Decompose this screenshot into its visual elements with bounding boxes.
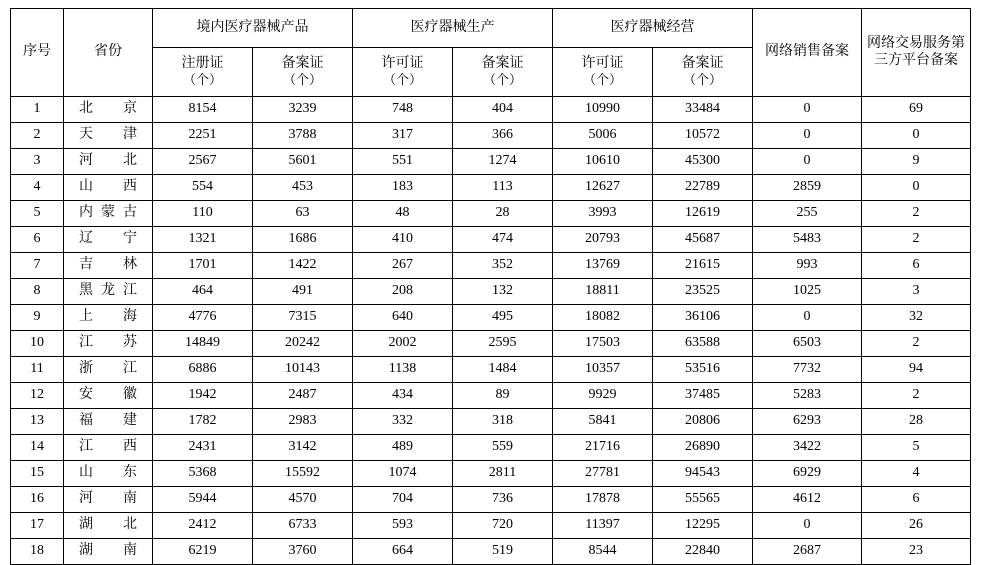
row-value: 69 — [862, 97, 971, 123]
row-value: 27781 — [553, 461, 653, 487]
row-value: 0 — [753, 123, 862, 149]
row-province — [64, 227, 153, 253]
row-value: 704 — [353, 487, 453, 513]
row-value: 664 — [353, 539, 453, 565]
row-value: 110 — [153, 201, 253, 227]
row-province-label: 内蒙古 — [79, 205, 137, 221]
row-value: 28 — [453, 201, 553, 227]
row-province-label: 江 西 — [79, 439, 137, 455]
row-seq: 14 — [11, 435, 64, 461]
row-province-label: 天 津 — [79, 127, 137, 143]
row-value: 1025 — [753, 279, 862, 305]
row-value: 332 — [353, 409, 453, 435]
row-value: 2487 — [253, 383, 353, 409]
row-value: 18811 — [553, 279, 653, 305]
row-value: 1074 — [353, 461, 453, 487]
header-sub-product-registration-title: 注册证 — [181, 56, 224, 72]
row-province-label: 黑龙江 — [79, 283, 137, 299]
row-value: 8154 — [153, 97, 253, 123]
row-value: 2983 — [253, 409, 353, 435]
row-value: 0 — [753, 97, 862, 123]
row-value: 3760 — [253, 539, 353, 565]
row-value: 2567 — [153, 149, 253, 175]
row-seq: 9 — [11, 305, 64, 331]
row-value: 474 — [453, 227, 553, 253]
table-row — [11, 201, 971, 227]
header-sub-distribution-license-title: 许可证 — [581, 56, 624, 72]
table-row — [11, 279, 971, 305]
row-value: 2251 — [153, 123, 253, 149]
row-province-label: 安 徽 — [79, 387, 137, 403]
row-value: 3788 — [253, 123, 353, 149]
table-row — [11, 97, 971, 123]
table-row — [11, 539, 971, 565]
row-value: 2859 — [753, 175, 862, 201]
row-value: 6 — [862, 253, 971, 279]
row-value: 3239 — [253, 97, 353, 123]
row-province — [64, 123, 153, 149]
table-row — [11, 435, 971, 461]
row-province — [64, 461, 153, 487]
row-value: 53516 — [653, 357, 753, 383]
table-row — [11, 227, 971, 253]
row-value: 1782 — [153, 409, 253, 435]
row-value: 11397 — [553, 513, 653, 539]
row-value: 7732 — [753, 357, 862, 383]
row-value: 267 — [353, 253, 453, 279]
row-value: 0 — [862, 123, 971, 149]
medical-device-statistics-table — [10, 8, 971, 565]
row-value: 318 — [453, 409, 553, 435]
row-value: 89 — [453, 383, 553, 409]
row-value: 2431 — [153, 435, 253, 461]
row-seq: 7 — [11, 253, 64, 279]
row-value: 1274 — [453, 149, 553, 175]
row-value: 12619 — [653, 201, 753, 227]
row-value: 3422 — [753, 435, 862, 461]
row-value: 183 — [353, 175, 453, 201]
row-value: 1321 — [153, 227, 253, 253]
row-seq: 2 — [11, 123, 64, 149]
header-sub-distribution-filing-unit: （个） — [682, 71, 722, 87]
header-sub-manufacture-license — [353, 48, 453, 97]
header-sub-product-registration — [153, 48, 253, 97]
row-value: 1686 — [253, 227, 353, 253]
row-value: 352 — [453, 253, 553, 279]
row-value: 113 — [453, 175, 553, 201]
row-value: 5841 — [553, 409, 653, 435]
row-value: 94543 — [653, 461, 753, 487]
row-value: 2595 — [453, 331, 553, 357]
row-value: 453 — [253, 175, 353, 201]
row-province — [64, 357, 153, 383]
row-value: 489 — [353, 435, 453, 461]
row-value: 22789 — [653, 175, 753, 201]
row-value: 5944 — [153, 487, 253, 513]
row-value: 20806 — [653, 409, 753, 435]
row-value: 94 — [862, 357, 971, 383]
table-row — [11, 513, 971, 539]
row-province-label: 河 北 — [79, 153, 137, 169]
row-value: 6503 — [753, 331, 862, 357]
row-value: 4612 — [753, 487, 862, 513]
row-province — [64, 513, 153, 539]
table-row — [11, 487, 971, 513]
row-seq: 10 — [11, 331, 64, 357]
row-province-label: 上 海 — [79, 309, 137, 325]
row-value: 45300 — [653, 149, 753, 175]
row-value: 23 — [862, 539, 971, 565]
table-row — [11, 305, 971, 331]
row-value: 4776 — [153, 305, 253, 331]
header-sub-product-filing-title: 备案证 — [281, 56, 324, 72]
row-seq: 17 — [11, 513, 64, 539]
row-value: 3142 — [253, 435, 353, 461]
row-value: 2412 — [153, 513, 253, 539]
table-row — [11, 383, 971, 409]
header-sub-product-filing — [253, 48, 353, 97]
table-row — [11, 461, 971, 487]
header-province: 省份 — [64, 9, 153, 97]
row-province-label: 河 南 — [79, 491, 137, 507]
row-value: 15592 — [253, 461, 353, 487]
row-value: 21716 — [553, 435, 653, 461]
row-seq: 16 — [11, 487, 64, 513]
row-province-label: 北 京 — [79, 101, 137, 117]
row-value: 10990 — [553, 97, 653, 123]
header-sub-product-filing-unit: （个） — [282, 71, 322, 87]
header-sub-product-registration-unit: （个） — [182, 71, 222, 87]
row-value: 5483 — [753, 227, 862, 253]
row-value: 434 — [353, 383, 453, 409]
header-group-manufacturing: 医疗器械生产 — [353, 9, 553, 48]
row-value: 37485 — [653, 383, 753, 409]
table-row — [11, 123, 971, 149]
row-value: 554 — [153, 175, 253, 201]
row-province — [64, 253, 153, 279]
row-value: 464 — [153, 279, 253, 305]
header-seq: 序号 — [11, 9, 64, 97]
row-value: 559 — [453, 435, 553, 461]
row-value: 36106 — [653, 305, 753, 331]
header-sub-distribution-license — [553, 48, 653, 97]
row-province-label: 江 苏 — [79, 335, 137, 351]
row-value: 63 — [253, 201, 353, 227]
table-row — [11, 175, 971, 201]
row-value: 6293 — [753, 409, 862, 435]
row-value: 593 — [353, 513, 453, 539]
row-value: 5 — [862, 435, 971, 461]
row-value: 6219 — [153, 539, 253, 565]
row-value: 8544 — [553, 539, 653, 565]
row-value: 6929 — [753, 461, 862, 487]
row-value: 45687 — [653, 227, 753, 253]
row-value: 1942 — [153, 383, 253, 409]
row-value: 748 — [353, 97, 453, 123]
row-value: 208 — [353, 279, 453, 305]
header-online-sales-record: 网络销售备案 — [753, 9, 862, 97]
row-value: 410 — [353, 227, 453, 253]
table-row — [11, 149, 971, 175]
row-value: 33484 — [653, 97, 753, 123]
row-value: 4 — [862, 461, 971, 487]
row-value: 9929 — [553, 383, 653, 409]
row-value: 736 — [453, 487, 553, 513]
row-province-label: 浙 江 — [79, 361, 137, 377]
row-seq: 1 — [11, 97, 64, 123]
row-value: 6 — [862, 487, 971, 513]
header-third-party-platform-record: 网络交易服务第三方平台备案 — [862, 9, 971, 97]
row-province-label: 福 建 — [79, 413, 137, 429]
header-sub-manufacture-license-title: 许可证 — [381, 56, 424, 72]
row-value: 495 — [453, 305, 553, 331]
row-province — [64, 487, 153, 513]
row-value: 0 — [862, 175, 971, 201]
row-value: 48 — [353, 201, 453, 227]
row-value: 993 — [753, 253, 862, 279]
row-value: 551 — [353, 149, 453, 175]
row-value: 1422 — [253, 253, 353, 279]
row-value: 3993 — [553, 201, 653, 227]
row-value: 32 — [862, 305, 971, 331]
row-value: 6733 — [253, 513, 353, 539]
row-province-label: 吉 林 — [79, 257, 137, 273]
row-value: 5601 — [253, 149, 353, 175]
row-value: 2002 — [353, 331, 453, 357]
row-value: 21615 — [653, 253, 753, 279]
row-province-label: 山 西 — [79, 179, 137, 195]
row-value: 1484 — [453, 357, 553, 383]
table-row — [11, 331, 971, 357]
row-province — [64, 97, 153, 123]
row-seq: 5 — [11, 201, 64, 227]
row-seq: 13 — [11, 409, 64, 435]
row-value: 2 — [862, 383, 971, 409]
row-value: 3 — [862, 279, 971, 305]
row-seq: 11 — [11, 357, 64, 383]
row-value: 2 — [862, 227, 971, 253]
row-value: 26 — [862, 513, 971, 539]
row-value: 13769 — [553, 253, 653, 279]
row-value: 22840 — [653, 539, 753, 565]
header-group-domestic-products: 境内医疗器械产品 — [153, 9, 353, 48]
row-value: 5283 — [753, 383, 862, 409]
row-value: 4570 — [253, 487, 353, 513]
header-row-group — [11, 9, 971, 48]
row-seq: 6 — [11, 227, 64, 253]
row-province — [64, 201, 153, 227]
row-value: 2 — [862, 331, 971, 357]
row-value: 5006 — [553, 123, 653, 149]
row-seq: 15 — [11, 461, 64, 487]
row-seq: 3 — [11, 149, 64, 175]
row-value: 519 — [453, 539, 553, 565]
row-value: 720 — [453, 513, 553, 539]
header-sub-manufacture-filing-title: 备案证 — [481, 56, 524, 72]
table-row — [11, 409, 971, 435]
table-header — [11, 9, 971, 97]
header-sub-manufacture-license-unit: （个） — [382, 71, 422, 87]
row-province-label: 湖 南 — [79, 543, 137, 559]
row-province — [64, 383, 153, 409]
row-value: 9 — [862, 149, 971, 175]
table-body — [11, 97, 971, 565]
row-province — [64, 305, 153, 331]
row-value: 26890 — [653, 435, 753, 461]
row-province — [64, 539, 153, 565]
row-province-label: 湖 北 — [79, 517, 137, 533]
row-province-label: 山 东 — [79, 465, 137, 481]
row-value: 20793 — [553, 227, 653, 253]
row-value: 20242 — [253, 331, 353, 357]
row-province — [64, 409, 153, 435]
row-value: 12627 — [553, 175, 653, 201]
header-sub-manufacture-filing — [453, 48, 553, 97]
row-value: 404 — [453, 97, 553, 123]
row-value: 0 — [753, 305, 862, 331]
row-value: 640 — [353, 305, 453, 331]
row-value: 1138 — [353, 357, 453, 383]
row-value: 0 — [753, 149, 862, 175]
header-sub-distribution-filing-title: 备案证 — [681, 56, 724, 72]
row-value: 10610 — [553, 149, 653, 175]
row-seq: 8 — [11, 279, 64, 305]
row-value: 491 — [253, 279, 353, 305]
row-value: 2 — [862, 201, 971, 227]
row-value: 7315 — [253, 305, 353, 331]
row-value: 1701 — [153, 253, 253, 279]
row-value: 55565 — [653, 487, 753, 513]
row-value: 14849 — [153, 331, 253, 357]
header-sub-manufacture-filing-unit: （个） — [482, 71, 522, 87]
row-value: 317 — [353, 123, 453, 149]
row-value: 6886 — [153, 357, 253, 383]
row-province-label: 辽 宁 — [79, 231, 137, 247]
row-province — [64, 149, 153, 175]
row-value: 366 — [453, 123, 553, 149]
header-sub-distribution-filing — [653, 48, 753, 97]
row-province — [64, 435, 153, 461]
row-value: 28 — [862, 409, 971, 435]
row-seq: 12 — [11, 383, 64, 409]
row-value: 10572 — [653, 123, 753, 149]
row-value: 255 — [753, 201, 862, 227]
header-group-distribution: 医疗器械经营 — [553, 9, 753, 48]
row-value: 63588 — [653, 331, 753, 357]
row-value: 18082 — [553, 305, 653, 331]
row-value: 23525 — [653, 279, 753, 305]
row-value: 10357 — [553, 357, 653, 383]
row-value: 12295 — [653, 513, 753, 539]
table-row — [11, 357, 971, 383]
row-value: 2687 — [753, 539, 862, 565]
row-value: 17503 — [553, 331, 653, 357]
row-value: 10143 — [253, 357, 353, 383]
table-row — [11, 253, 971, 279]
row-province — [64, 175, 153, 201]
row-value: 2811 — [453, 461, 553, 487]
row-value: 17878 — [553, 487, 653, 513]
row-seq: 18 — [11, 539, 64, 565]
row-province — [64, 331, 153, 357]
row-value: 0 — [753, 513, 862, 539]
row-seq: 4 — [11, 175, 64, 201]
row-province — [64, 279, 153, 305]
header-sub-distribution-license-unit: （个） — [582, 71, 622, 87]
row-value: 5368 — [153, 461, 253, 487]
row-value: 132 — [453, 279, 553, 305]
